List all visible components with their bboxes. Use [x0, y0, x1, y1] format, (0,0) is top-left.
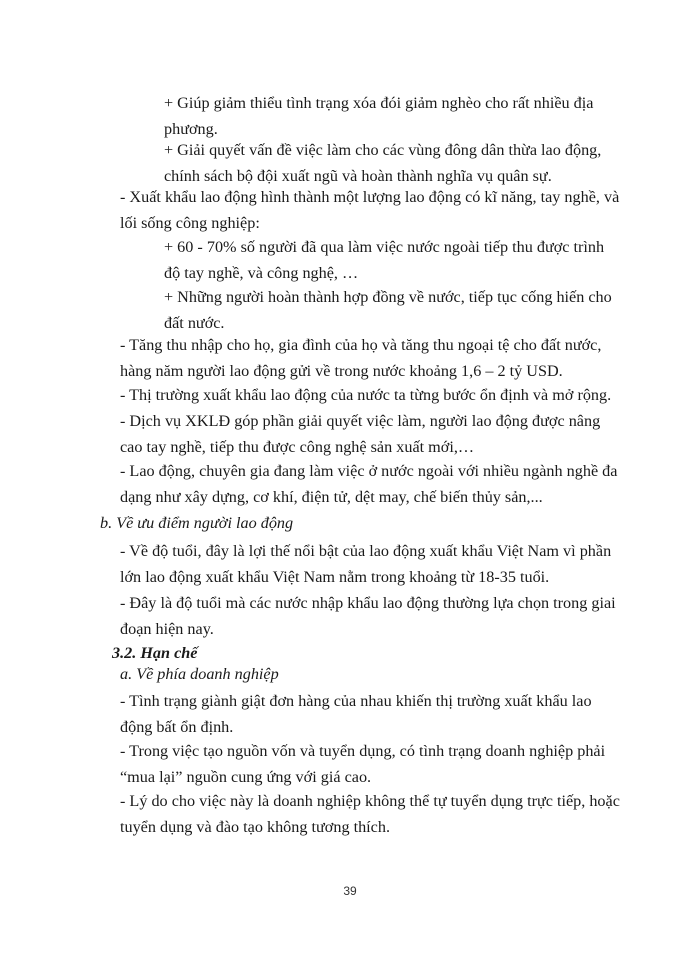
paragraph	[164, 234, 624, 286]
text-line: dạng như xây dựng, cơ khí, điện tử, dệt may, chế biến thủy sản,...	[120, 488, 543, 506]
paragraph	[120, 458, 624, 510]
text-line: đoạn hiện nay.	[120, 620, 214, 638]
text-line: - Trong việc tạo nguồn vốn và tuyển dụng, có tình trạng doanh nghiệp phải	[120, 742, 606, 760]
text-line: - Đây là độ tuổi mà các nước nhập khẩu lao động thường lựa chọn trong giai	[120, 594, 616, 612]
text-line: - Tình trạng giành giật đơn hàng của nhau khiến thị trường xuất khẩu lao	[120, 692, 592, 710]
text-line: cao tay nghề, tiếp thu được công nghệ sản xuất mới,…	[120, 438, 475, 456]
section-heading-3-2: 3.2. Hạn chế	[112, 644, 198, 662]
text-line: - Xuất khẩu lao động hình thành một lượng lao động có kĩ năng, tay nghề, và	[120, 188, 620, 206]
paragraph	[120, 688, 624, 740]
text-line: tuyển dụng và đào tạo không tương thích.	[120, 818, 390, 836]
paragraph	[120, 382, 624, 408]
text-line: “mua lại” nguồn cung ứng với giá cao.	[120, 768, 372, 786]
paragraph	[164, 90, 624, 142]
text-line: - Thị trường xuất khẩu lao động của nước ta từng bước ổn định và mở rộng.	[120, 386, 612, 404]
paragraph	[120, 788, 624, 840]
section-heading-b: b. Về ưu điểm người lao động	[100, 514, 294, 532]
text-line: - Dịch vụ XKLĐ góp phần giải quyết việc làm, người lao động được nâng	[120, 412, 601, 430]
text-line: hàng năm người lao động gửi về trong nước khoảng 1,6 – 2 tỷ USD.	[120, 362, 563, 380]
text-line: - Lao động, chuyên gia đang làm việc ở nước ngoài với nhiều ngành nghề đa	[120, 462, 618, 480]
text-line: lớn lao động xuất khẩu Việt Nam nằm trong khoảng từ 18-35 tuổi.	[120, 568, 550, 586]
text-line: phương.	[164, 120, 218, 138]
paragraph	[120, 184, 624, 236]
paragraph	[120, 738, 624, 790]
paragraph	[120, 590, 624, 642]
text-line: độ tay nghề, và công nghệ, …	[164, 264, 359, 282]
text-line: + Giải quyết vấn đề việc làm cho các vùng đông dân thừa lao động,	[164, 141, 602, 159]
text-line: - Lý do cho việc này là doanh nghiệp không thể tự tuyển dụng trực tiếp, hoặc	[120, 792, 620, 810]
page-number: 39	[343, 884, 357, 898]
section-heading-a: a. Về phía doanh nghiệp	[120, 665, 279, 683]
text-line: chính sách bộ đội xuất ngũ và hoàn thành nghĩa vụ quân sự.	[164, 167, 552, 185]
paragraph	[120, 332, 624, 384]
text-line: lối sống công nghiệp:	[120, 214, 260, 232]
text-line: + 60 - 70% số người đã qua làm việc nước ngoài tiếp thu được trình	[164, 238, 605, 256]
text-line: + Giúp giảm thiểu tình trạng xóa đói giảm nghèo cho rất nhiều địa	[164, 94, 594, 112]
text-line: - Về độ tuổi, đây là lợi thế nổi bật của lao động xuất khẩu Việt Nam vì phần	[120, 542, 612, 560]
text-line: động bất ổn định.	[120, 718, 234, 736]
text-line: đất nước.	[164, 314, 225, 332]
paragraph	[164, 137, 624, 189]
text-line: - Tăng thu nhập cho họ, gia đình của họ và tăng thu ngoại tệ cho đất nước,	[120, 336, 602, 354]
paragraph	[120, 408, 624, 460]
paragraph	[164, 284, 624, 336]
text-line: + Những người hoàn thành hợp đồng về nước, tiếp tục cống hiến cho	[164, 288, 612, 306]
paragraph	[120, 538, 624, 590]
